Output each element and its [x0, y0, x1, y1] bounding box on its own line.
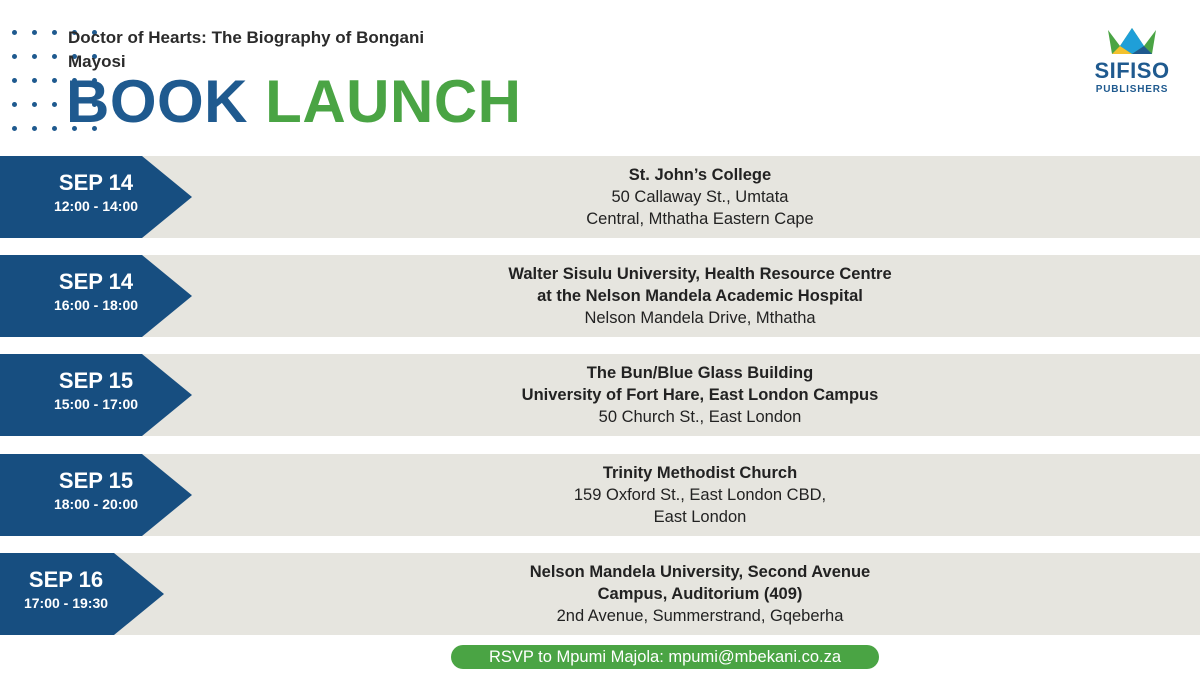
- event-details: [300, 255, 1100, 337]
- event-time: 17:00 - 19:30: [23, 595, 109, 611]
- event-date: SEP 16: [28, 567, 104, 592]
- event-details: [300, 354, 1100, 436]
- headline-word-book: BOOK: [66, 68, 248, 135]
- address-line: 50 Callaway St., Umtata: [611, 188, 789, 206]
- publisher-logo: [1082, 24, 1182, 95]
- crown-icon: [1102, 24, 1162, 58]
- venue-line: University of Fort Hare, East London Campus: [521, 386, 879, 404]
- logo-sub: PUBLISHERS: [1095, 84, 1169, 95]
- event-details: [300, 156, 1100, 238]
- event-details: [300, 553, 1100, 635]
- event-row: [0, 354, 1200, 436]
- event-time: 16:00 - 18:00: [53, 297, 139, 313]
- address-line: 2nd Avenue, Summerstrand, Gqeberha: [556, 607, 844, 625]
- event-row: [0, 255, 1200, 337]
- venue-line: Campus, Auditorium (409): [597, 585, 803, 603]
- address-line: 159 Oxford St., East London CBD,: [573, 486, 827, 504]
- venue-line: St. John’s College: [628, 166, 772, 184]
- page-title: [66, 70, 521, 134]
- venue-line: Nelson Mandela University, Second Avenue: [529, 563, 871, 581]
- venue-line: at the Nelson Mandela Academic Hospital: [537, 287, 863, 305]
- address-line: Nelson Mandela Drive, Mthatha: [584, 309, 816, 327]
- address-line: Central, Mthatha Eastern Cape: [586, 210, 814, 228]
- event-row: [0, 156, 1200, 238]
- event-time: 12:00 - 14:00: [53, 198, 139, 214]
- address-line: East London: [653, 508, 747, 526]
- headline-word-launch: LAUNCH: [265, 68, 522, 135]
- venue-line: Trinity Methodist Church: [602, 464, 798, 482]
- logo-brand: SIFISO: [1094, 58, 1170, 83]
- subtitle-line-2: Mayosi: [68, 52, 126, 71]
- venue-line: Walter Sisulu University, Health Resource Centre: [508, 265, 892, 283]
- subtitle-line-1: Doctor of Hearts: The Biography of Bongani: [68, 28, 425, 47]
- event-time: 15:00 - 17:00: [53, 396, 139, 412]
- event-time: 18:00 - 20:00: [53, 496, 139, 512]
- book-subtitle: [68, 26, 488, 74]
- event-date: SEP 14: [58, 269, 134, 294]
- address-line: 50 Church St., East London: [598, 408, 802, 426]
- event-date: SEP 15: [58, 368, 134, 393]
- venue-line: The Bun/Blue Glass Building: [586, 364, 814, 382]
- event-details: [300, 454, 1100, 536]
- event-row: [0, 454, 1200, 536]
- rsvp-banner: RSVP to Mpumi Majola: mpumi@mbekani.co.za: [451, 645, 879, 669]
- event-date: SEP 14: [58, 170, 134, 195]
- event-date: SEP 15: [58, 468, 134, 493]
- event-row: [0, 553, 1200, 635]
